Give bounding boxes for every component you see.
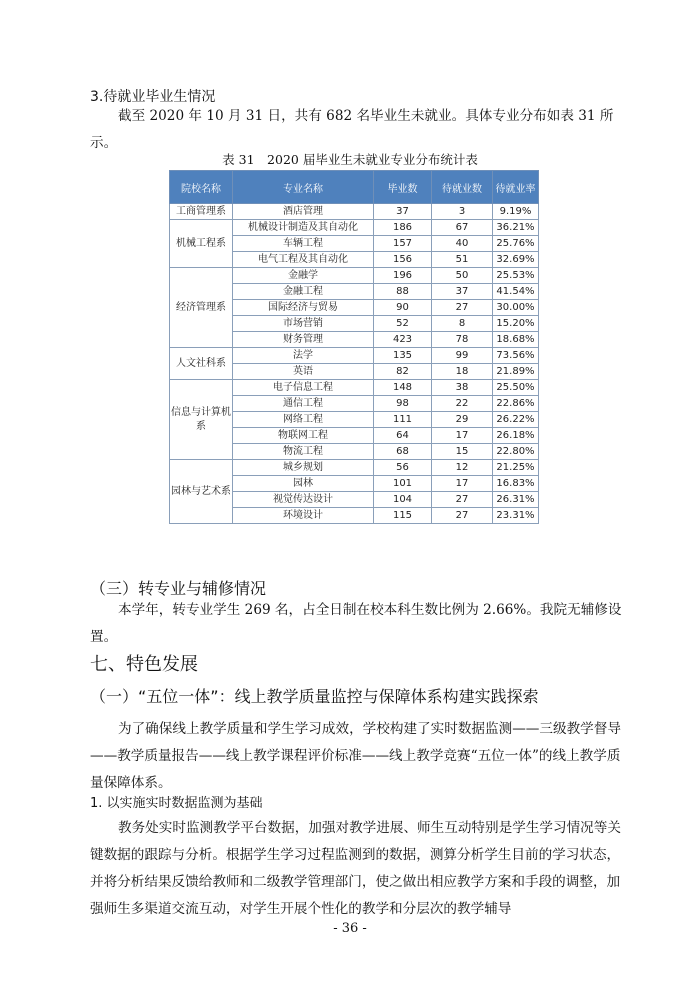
unemployed-cell: 67 (432, 220, 493, 236)
unemployed-cell: 12 (432, 460, 493, 476)
major-cell: 金融工程 (233, 284, 374, 300)
table-row (170, 220, 539, 236)
table-caption: 表 31 2020 届毕业生未就业专业分布统计表 (222, 152, 478, 167)
major-cell: 车辆工程 (233, 236, 374, 252)
dept-cell: 工商管理系 (170, 204, 233, 220)
table-row (170, 348, 539, 364)
major-cell: 园林 (233, 476, 374, 492)
dept-cell: 信息与计算机系 (170, 380, 233, 460)
graduates-cell: 101 (374, 476, 432, 492)
rate-cell: 21.25% (493, 460, 539, 476)
unemployed-cell: 99 (432, 348, 493, 364)
rate-cell: 16.83% (493, 476, 539, 492)
graduates-cell: 98 (374, 396, 432, 412)
page-number: - 36 - (333, 921, 367, 936)
graduates-cell: 111 (374, 412, 432, 428)
header-graduates: 毕业数 (374, 171, 432, 204)
graduates-cell: 88 (374, 284, 432, 300)
header-major: 专业名称 (233, 171, 374, 204)
rate-cell: 30.00% (493, 300, 539, 316)
major-cell: 市场营销 (233, 316, 374, 332)
graduates-cell: 156 (374, 252, 432, 268)
major-cell: 电子信息工程 (233, 380, 374, 396)
unemployed-cell: 17 (432, 476, 493, 492)
graduates-cell: 157 (374, 236, 432, 252)
graduates-cell: 186 (374, 220, 432, 236)
major-cell: 视觉传达设计 (233, 492, 374, 508)
unemployed-cell: 29 (432, 412, 493, 428)
rate-cell: 22.86% (493, 396, 539, 412)
graduates-cell: 37 (374, 204, 432, 220)
rate-cell: 15.20% (493, 316, 539, 332)
graduates-cell: 104 (374, 492, 432, 508)
unemployed-cell: 40 (432, 236, 493, 252)
graduates-cell: 56 (374, 460, 432, 476)
unemployed-cell: 17 (432, 428, 493, 444)
rate-cell: 25.50% (493, 380, 539, 396)
graduates-cell: 64 (374, 428, 432, 444)
major-cell: 机械设计制造及其自动化 (233, 220, 374, 236)
transfer-paragraph: 本学年，转专业学生 269 名，占全日制在校本科生数比例为 2.66%。我院无辅修设置。 (90, 602, 622, 645)
major-cell: 酒店管理 (233, 204, 374, 220)
unemployed-cell: 50 (432, 268, 493, 284)
header-unemployed: 待就业数 (432, 171, 493, 204)
point1-paragraph: 教务处实时监测教学平台数据，加强对教学进展、师生互动特别是学生学习情况等关键数据的跟踪与分析。根据学生学习过程监测到的数据，测算分析学生目前的学习状态，并将分析结果反馈给教师和二级教学管理部门，使之做出相应教学方案和手段的调整，加强师生多渠道交流互动，对学生开展个性化的教学和分层次的教学辅导 (90, 820, 621, 917)
table-row (170, 204, 539, 220)
chapter-heading: 七、特色发展 (90, 654, 198, 675)
unemployed-cell: 27 (432, 300, 493, 316)
subsection-heading: （一）“五位一体”：线上教学质量监控与保障体系构建实践探索 (90, 687, 539, 706)
unemployed-cell: 3 (432, 204, 493, 220)
dept-cell: 机械工程系 (170, 220, 233, 268)
rate-cell: 26.18% (493, 428, 539, 444)
major-cell: 英语 (233, 364, 374, 380)
rate-cell: 41.54% (493, 284, 539, 300)
unemployed-cell: 78 (432, 332, 493, 348)
unemployed-cell: 18 (432, 364, 493, 380)
unemployed-cell: 38 (432, 380, 493, 396)
rate-cell: 25.53% (493, 268, 539, 284)
unemployed-cell: 51 (432, 252, 493, 268)
graduates-cell: 82 (374, 364, 432, 380)
major-cell: 通信工程 (233, 396, 374, 412)
point1-heading: 1. 以实施实时数据监测为基础 (90, 796, 263, 811)
graduates-cell: 148 (374, 380, 432, 396)
rate-cell: 36.21% (493, 220, 539, 236)
rate-cell: 18.68% (493, 332, 539, 348)
section3-paragraph: 截至 2020 年 10 月 31 日，共有 682 名毕业生未就业。具体专业分布如表 31 所示。 (90, 108, 614, 151)
major-cell: 物流工程 (233, 444, 374, 460)
table-header-row (170, 171, 539, 204)
rate-cell: 26.31% (493, 492, 539, 508)
table-body (170, 204, 539, 524)
unemployment-table (169, 170, 539, 524)
rate-cell: 21.89% (493, 364, 539, 380)
graduates-cell: 423 (374, 332, 432, 348)
header-dept: 院校名称 (170, 171, 233, 204)
unemployed-cell: 22 (432, 396, 493, 412)
subsection-paragraph: 为了确保线上教学质量和学生学习成效，学校构建了实时数据监测——三级教学督导——教学质量报告——线上教学课程评价标准——线上教学竞赛“五位一体”的线上教学质量保障体系。 (90, 721, 621, 791)
major-cell: 法学 (233, 348, 374, 364)
major-cell: 财务管理 (233, 332, 374, 348)
graduates-cell: 68 (374, 444, 432, 460)
major-cell: 电气工程及其自动化 (233, 252, 374, 268)
graduates-cell: 135 (374, 348, 432, 364)
rate-cell: 9.19% (493, 204, 539, 220)
rate-cell: 73.56% (493, 348, 539, 364)
graduates-cell: 90 (374, 300, 432, 316)
section3-heading: 3.待就业毕业生情况 (90, 89, 216, 105)
major-cell: 城乡规划 (233, 460, 374, 476)
unemployed-cell: 27 (432, 508, 493, 524)
unemployed-cell: 15 (432, 444, 493, 460)
graduates-cell: 52 (374, 316, 432, 332)
major-cell: 金融学 (233, 268, 374, 284)
dept-cell: 园林与艺术系 (170, 460, 233, 524)
major-cell: 网络工程 (233, 412, 374, 428)
header-rate: 待就业率 (493, 171, 539, 204)
rate-cell: 23.31% (493, 508, 539, 524)
table-row (170, 380, 539, 396)
rate-cell: 25.76% (493, 236, 539, 252)
rate-cell: 26.22% (493, 412, 539, 428)
table-row (170, 460, 539, 476)
dept-cell: 人文社科系 (170, 348, 233, 380)
unemployed-cell: 37 (432, 284, 493, 300)
unemployed-cell: 8 (432, 316, 493, 332)
dept-cell: 经济管理系 (170, 268, 233, 348)
table-row (170, 268, 539, 284)
major-cell: 物联网工程 (233, 428, 374, 444)
graduates-cell: 196 (374, 268, 432, 284)
unemployed-cell: 27 (432, 492, 493, 508)
rate-cell: 22.80% (493, 444, 539, 460)
graduates-cell: 115 (374, 508, 432, 524)
major-cell: 环境设计 (233, 508, 374, 524)
major-cell: 国际经济与贸易 (233, 300, 374, 316)
rate-cell: 32.69% (493, 252, 539, 268)
transfer-heading: （三）转专业与辅修情况 (90, 579, 267, 598)
